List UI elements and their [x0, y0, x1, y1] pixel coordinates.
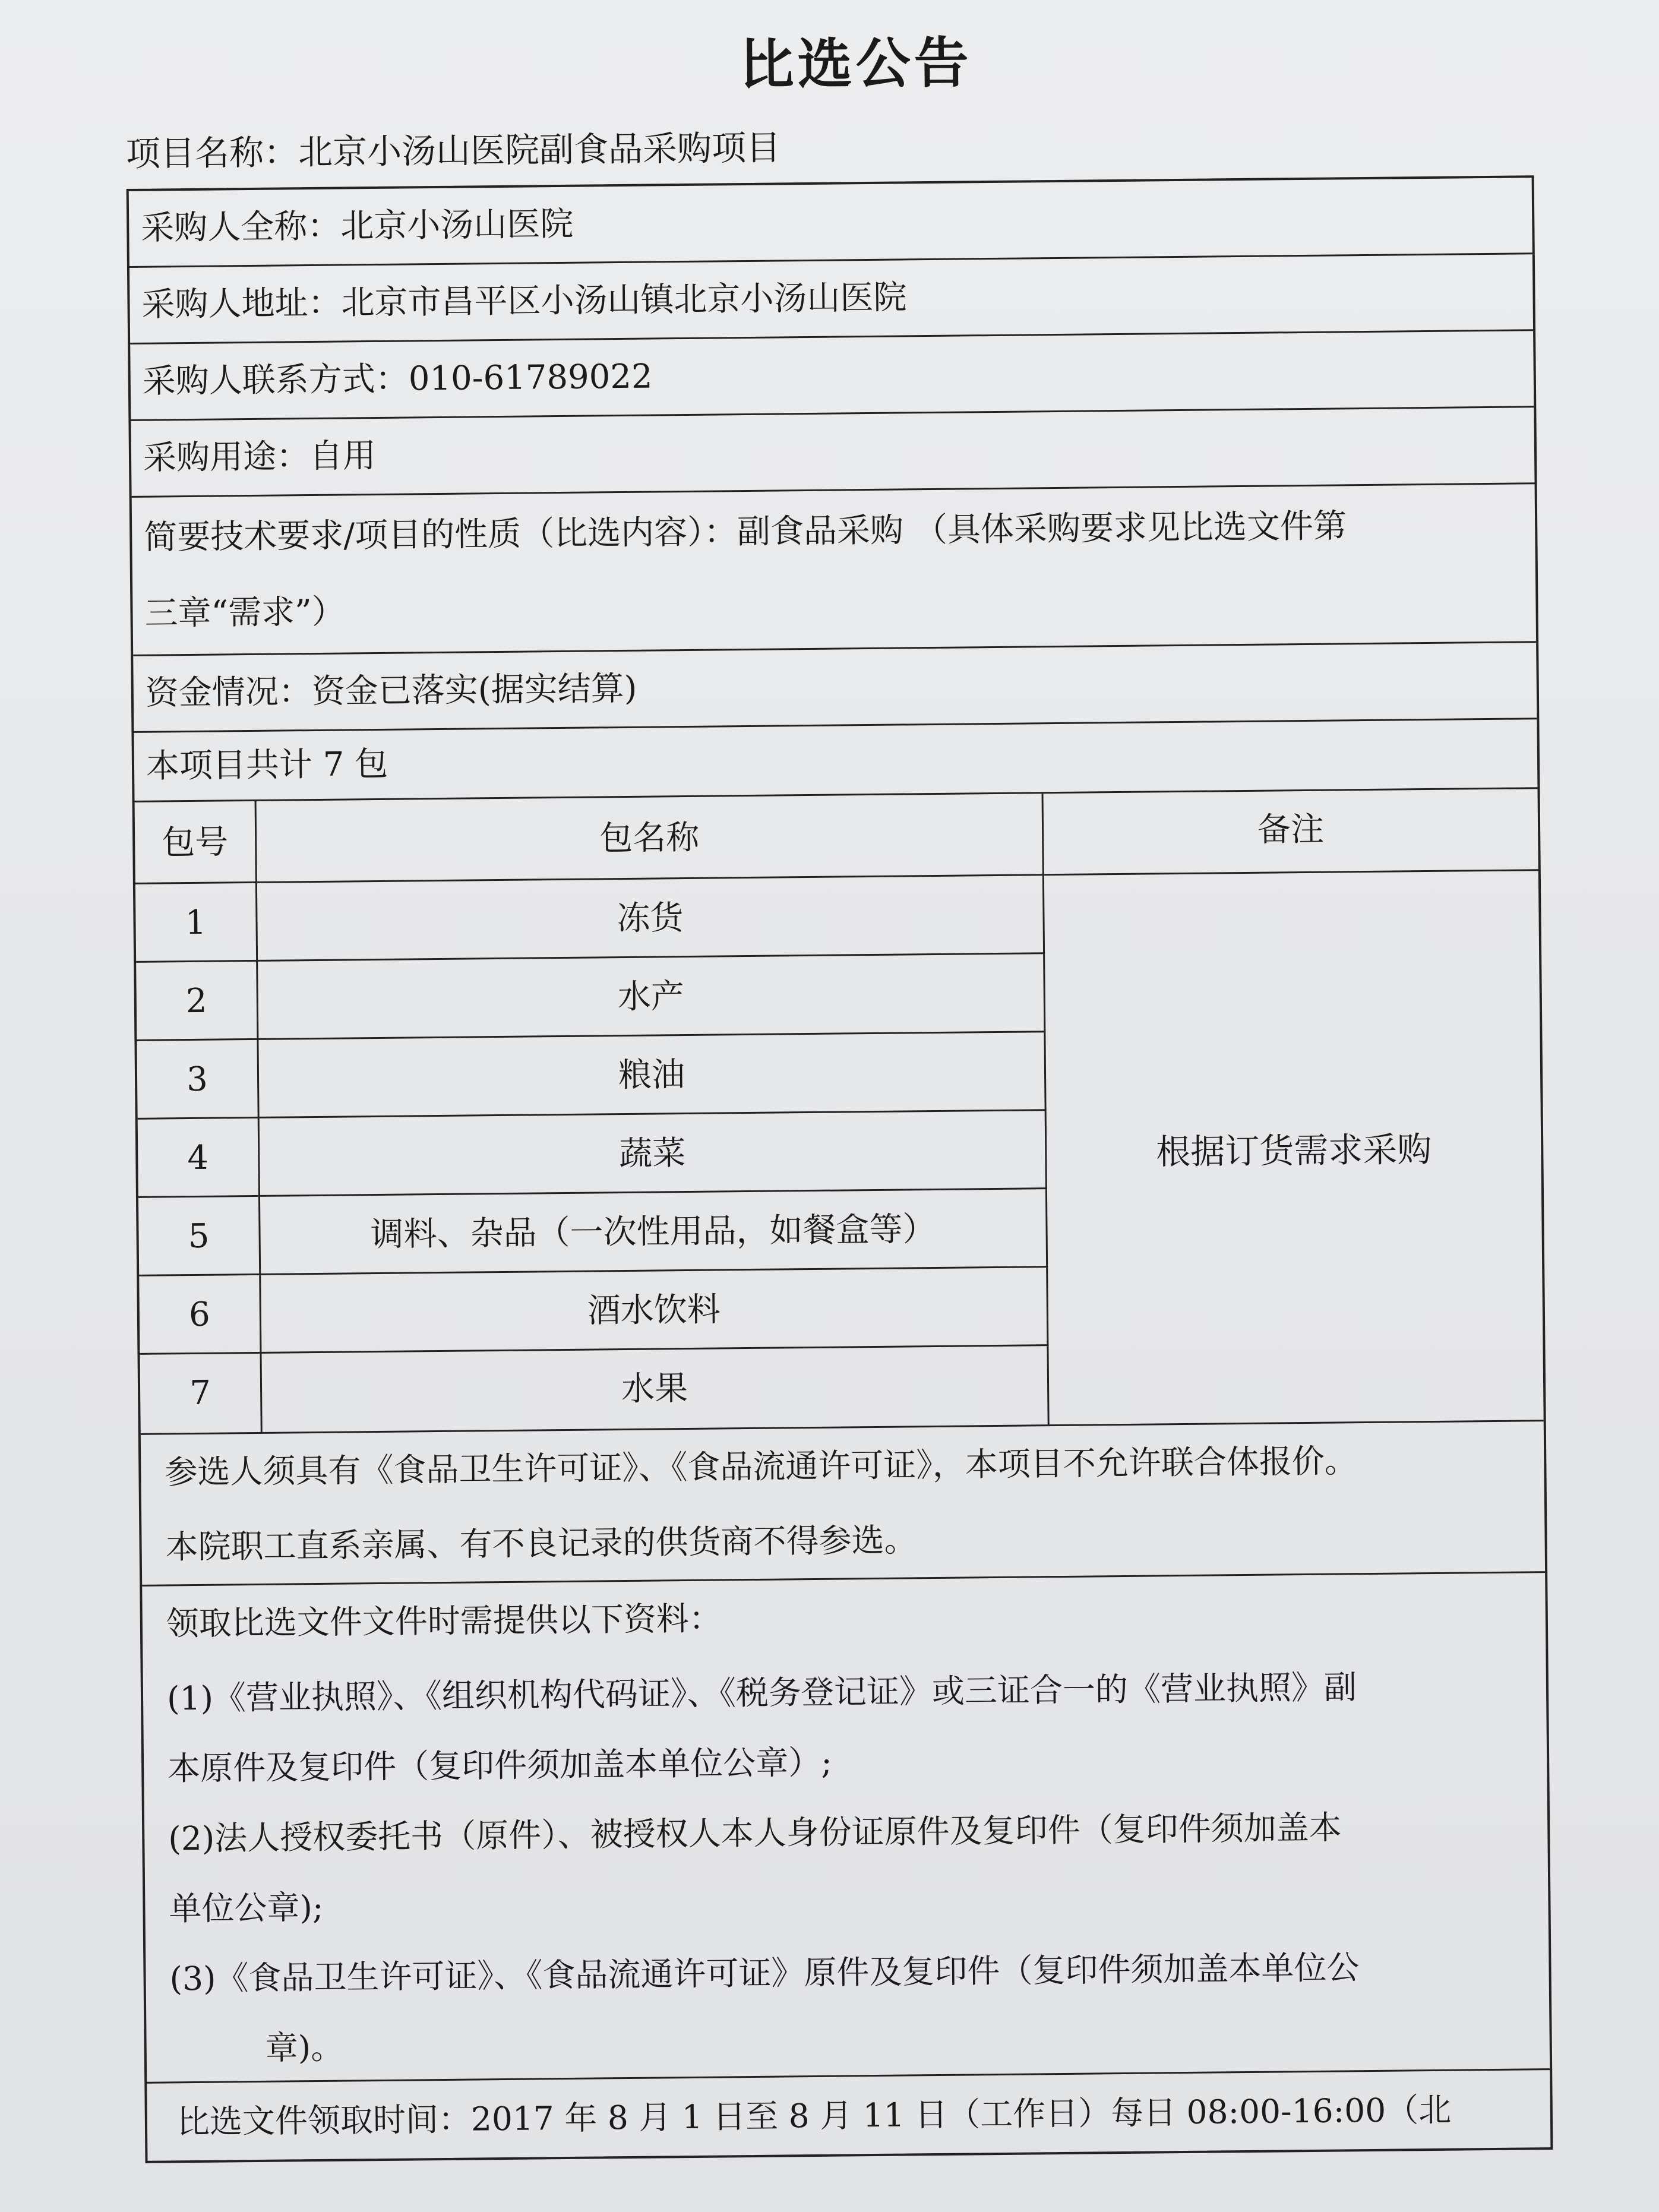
documents-item-3-line-1: (3)《食品卫生许可证》、《食品流通许可证》原件及复印件（复印件须加盖本单位公 [169, 1948, 1360, 1998]
tech-requirements-line-1: 简要技术要求/项目的性质（比选内容）：副食品采购 （具体采购要求见比选文件第 [143, 507, 1347, 557]
package-table [135, 789, 1544, 1435]
package-no-2: 2 [136, 962, 258, 1041]
header-note: 备注 [1044, 789, 1538, 876]
funds-row: 资金情况：资金已落实(据实结算) [133, 643, 1537, 733]
documents-section [142, 1573, 1550, 2084]
buyer-address-row: 采购人地址：北京市昌平区小汤山镇北京小汤山医院 [129, 254, 1533, 345]
package-name-6: 酒水饮料 [261, 1268, 1048, 1354]
header-package-name: 包名称 [257, 794, 1044, 883]
documents-item-1-line-2: 本原件及复印件（复印件须加盖本单位公章）; [167, 1743, 833, 1788]
package-no-1: 1 [135, 883, 258, 963]
qualification-line-1: 参选人须具有《食品卫生许可证》、《食品流通许可证》，本项目不允许联合体报价。 [165, 1442, 1358, 1491]
header-package-no: 包号 [135, 801, 257, 884]
buyer-name-row: 采购人全称：北京小汤山医院 [129, 178, 1532, 268]
purpose-row: 采购用途：自用 [131, 407, 1534, 498]
package-name-3: 粮油 [258, 1032, 1046, 1118]
pickup-time-row: 比选文件领取时间：2017 年 8 月 1 日至 8 月 11 日（工作日）每日 08:00-16:00（北 [176, 2090, 1452, 2141]
package-name-2: 水产 [258, 954, 1045, 1040]
qualification-line-2: 本院职工直系亲属、有不良记录的供货商不得参选。 [165, 1521, 917, 1566]
package-name-4: 蔬菜 [260, 1111, 1047, 1197]
announcement-table [127, 175, 1553, 2163]
package-no-4: 4 [138, 1118, 260, 1198]
tech-requirements-line-2: 三章“需求”） [144, 592, 346, 633]
qualification-section [141, 1421, 1545, 1587]
package-name-1: 冻货 [257, 876, 1045, 962]
package-no-5: 5 [138, 1197, 261, 1276]
documents-item-2-line-1: (2)法人授权委托书（原件）、被授权人本人身份证原件及复印件（复印件须加盖本 [168, 1808, 1342, 1858]
package-note: 根据订货需求采购 [1155, 1129, 1432, 1173]
announcement-document [125, 10, 1553, 2163]
project-name: 项目名称：北京小汤山医院副食品采购项目 [125, 127, 781, 174]
documents-item-2-line-2: 单位公章); [169, 1888, 324, 1928]
package-no-3: 3 [137, 1040, 259, 1120]
package-no-7: 7 [140, 1354, 263, 1433]
package-no-6: 6 [139, 1275, 261, 1355]
tech-requirements-row [132, 484, 1536, 656]
documents-item-1-line-1: (1)《营业执照》、《组织机构代码证》、《税务登记证》或三证合一的《营业执照》副 [166, 1668, 1357, 1718]
package-count-row: 本项目共计 7 包 [134, 719, 1537, 802]
buyer-contact-row: 采购人联系方式：010-61789022 [130, 331, 1534, 421]
documents-item-3-line-2: 章)。 [265, 2028, 344, 2067]
document-title: 比选公告 [739, 31, 973, 97]
package-name-7: 水果 [262, 1346, 1050, 1432]
package-name-5: 调料、杂品（一次性用品，如餐盒等） [260, 1189, 1048, 1275]
documents-intro: 领取比选文件文件时需提供以下资料： [166, 1599, 722, 1643]
